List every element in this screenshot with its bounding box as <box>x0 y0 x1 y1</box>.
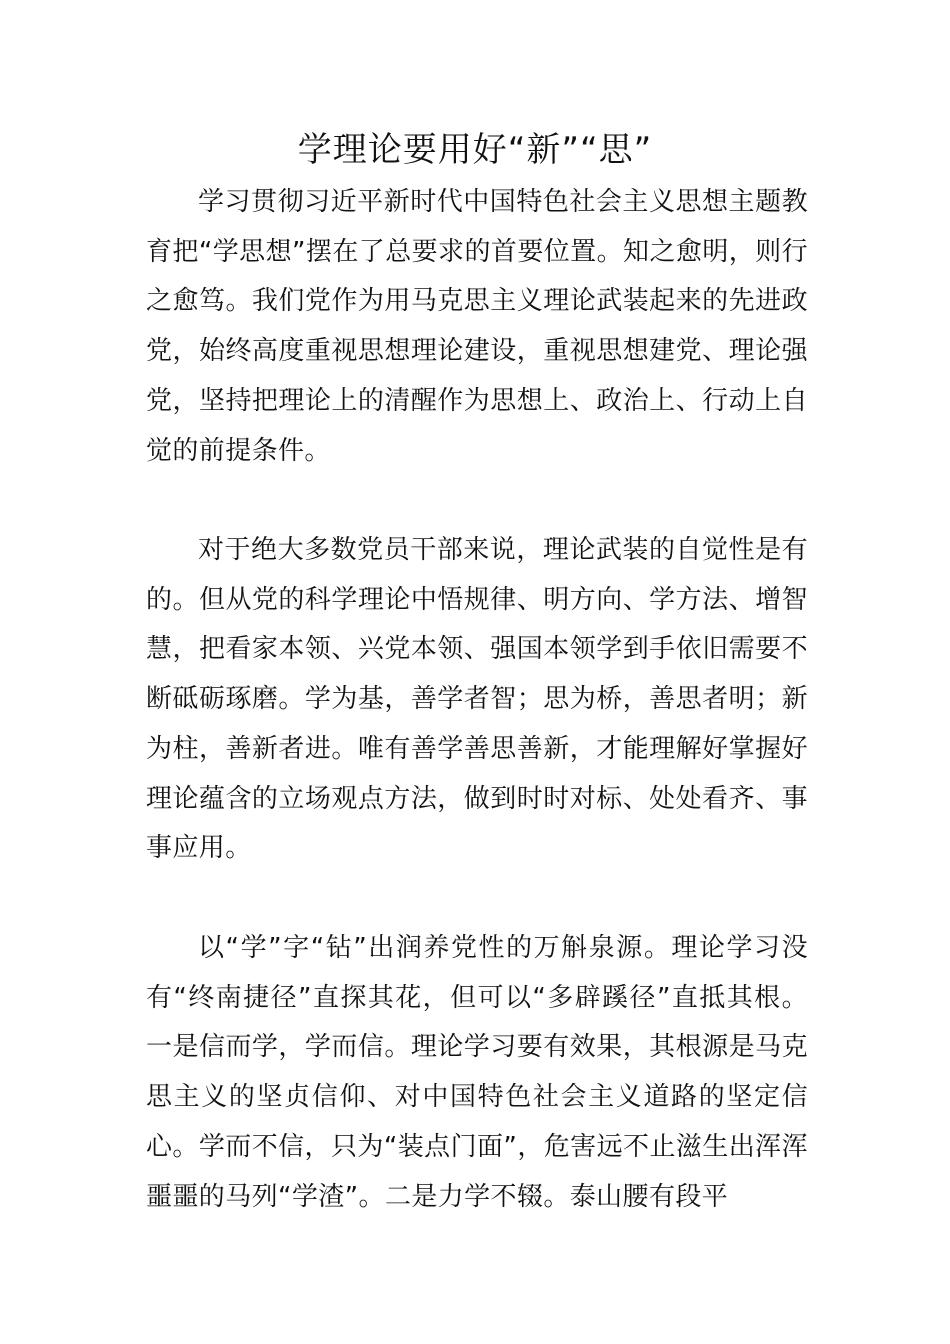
paragraph-2-block <box>146 526 808 874</box>
paragraph-3: 以“学”字“钻”出润养党性的万斛泉源。理论学习没有“终南捷径”直探其花，但可以“多辟蹊径”直抵其根。一是信而学，学而信。理论学习要有效果，其根源是马克思主义的坚贞信仰、对中国特色社会主义道路的坚定信心。学而不信，只为“装点门面”，危害远不止滋生出浑浑噩噩的马列“学渣”。二是力学不辍。泰山腰有段平 <box>146 933 808 1212</box>
paragraph-1: 学习贯彻习近平新时代中国特色社会主义思想主题教育把“学思想”摆在了总要求的首要位置。知之愈明，则行之愈笃。我们党作为用马克思主义理论武装起来的先进政党，始终高度重视思想理论建设，重视思想建党、理论强党，坚持把理论上的清醒作为思想上、政治上、行动上自觉的前提条件。 <box>146 187 808 466</box>
paragraph-3-block <box>146 924 808 1222</box>
paragraph-1-block <box>146 178 808 476</box>
document-title: 学理论要用好“新”“思” <box>297 130 653 170</box>
paragraph-2: 对于绝大多数党员干部来说，理论武装的自觉性是有的。但从党的科学理论中悟规律、明方向、学方法、增智慧，把看家本领、兴党本领、强国本领学到手依旧需要不断砥砺琢磨。学为基，善学者智；思为桥，善思者明；新为柱，善新者进。唯有善学善思善新，才能理解好掌握好理论蕴含的立场观点方法，做到时时对标、处处看齐、事事应用。 <box>146 535 808 864</box>
